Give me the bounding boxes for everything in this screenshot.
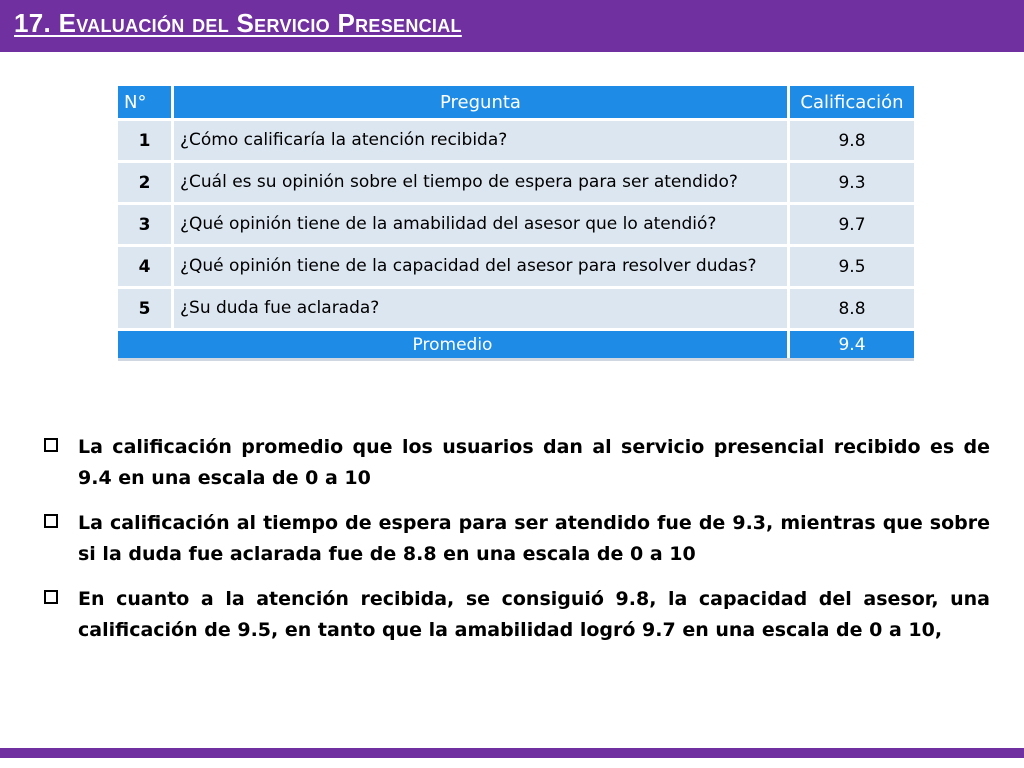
- row-score: 9.8: [790, 118, 914, 160]
- row-number: 4: [118, 244, 174, 286]
- findings-list: [44, 432, 990, 660]
- evaluation-table-container: [118, 86, 914, 361]
- row-question: ¿Su duda fue aclarada?: [174, 286, 790, 328]
- title-bar: [0, 0, 1024, 52]
- table-row: [118, 202, 914, 244]
- list-item: [44, 584, 990, 646]
- table-row: [118, 244, 914, 286]
- row-number: 1: [118, 118, 174, 160]
- row-number: 2: [118, 160, 174, 202]
- checkbox-bullet-icon: [44, 438, 58, 452]
- row-question: ¿Qué opinión tiene de la capacidad del asesor para resolver dudas?: [174, 244, 790, 286]
- evaluation-table: [118, 86, 914, 358]
- row-question: ¿Cuál es su opinión sobre el tiempo de espera para ser atendido?: [174, 160, 790, 202]
- list-item-text: La calificación al tiempo de espera para ser atendido fue de 9.3, mientras que sobre si la duda fue aclarada fue de 8.8 en una escala de 0 a 10: [78, 512, 990, 565]
- header-number: N°: [118, 86, 174, 118]
- checkbox-bullet-icon: [44, 514, 58, 528]
- row-score: 9.5: [790, 244, 914, 286]
- row-score: 8.8: [790, 286, 914, 328]
- checkbox-bullet-icon: [44, 590, 58, 604]
- table-row: [118, 286, 914, 328]
- average-row: [118, 328, 914, 358]
- row-number: 5: [118, 286, 174, 328]
- page-title: 17. Evaluación del Servicio Presencial: [14, 8, 462, 38]
- list-item-text: En cuanto a la atención recibida, se consiguió 9.8, la capacidad del asesor, una calificación de 9.5, en tanto que la amabilidad logró 9.7 en una escala de 0 a 10,: [78, 588, 990, 641]
- row-question: ¿Cómo calificaría la atención recibida?: [174, 118, 790, 160]
- table-row: [118, 118, 914, 160]
- list-item: [44, 508, 990, 570]
- bottom-bar: [0, 748, 1024, 758]
- row-score: 9.3: [790, 160, 914, 202]
- row-number: 3: [118, 202, 174, 244]
- header-question: Pregunta: [174, 86, 790, 118]
- average-score: 9.4: [790, 328, 914, 358]
- list-item-text: La calificación promedio que los usuarios dan al servicio presencial recibido es de 9.4 en una escala de 0 a 10: [78, 436, 990, 489]
- row-question: ¿Qué opinión tiene de la amabilidad del asesor que lo atendió?: [174, 202, 790, 244]
- row-score: 9.7: [790, 202, 914, 244]
- table-bottom-border: [118, 358, 914, 361]
- table-header-row: [118, 86, 914, 118]
- table-row: [118, 160, 914, 202]
- list-item: [44, 432, 990, 494]
- header-score: Calificación: [790, 86, 914, 118]
- average-label: Promedio: [118, 328, 790, 358]
